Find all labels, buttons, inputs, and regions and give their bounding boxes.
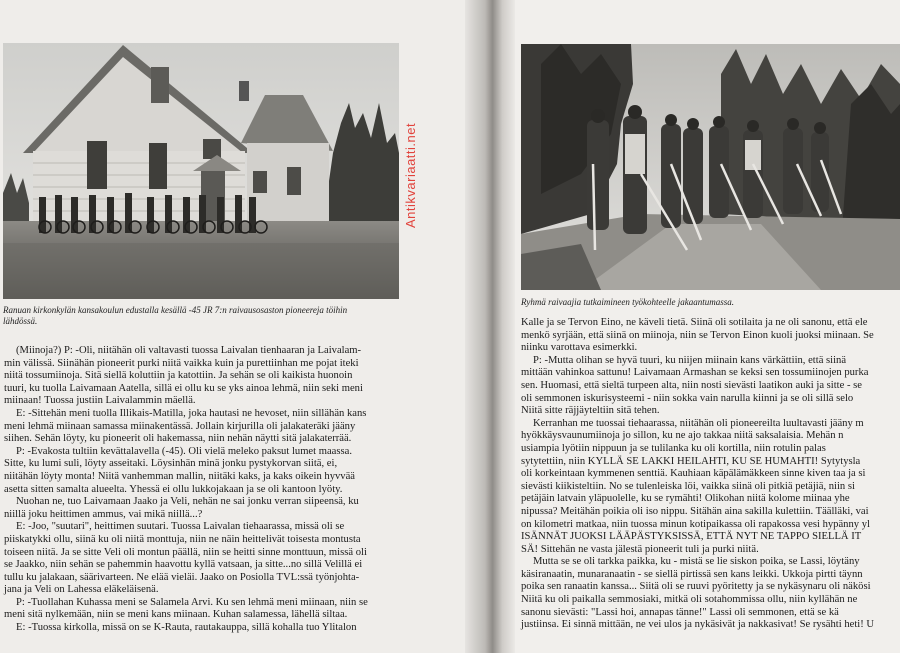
text-line: Nuohan ne, tuo Laivamaan Jaako ja Veli, nehän ne sai jonku verran siipeensä, ku — [16, 496, 359, 508]
caption-line: Ryhmä raivaajia tutkaimineen työkohteelle jakaantumassa. — [521, 297, 735, 307]
text-line: oli semmonen iskurisysteemi - niin sokka vain narulla kiinni ja se oli sillä selo — [521, 392, 854, 404]
text-line: Kalle ja se Tervon Eino, ne käveli tietä. Siinä oli sotilaita ja ne oli sanonu, että ele — [521, 317, 868, 328]
text-line: poika sen ranaatin kanssa... Siitä oli se ruuvi pyöritetty ja se nykäsynaru oli näkösi — [521, 581, 871, 593]
text-line: niillä joku heittimen ammus, vai mikä niillä...? — [4, 508, 203, 520]
text-line: piiskatykki ollu, siinä ku oli niitä monttuja, niin ne näin heittelivät toisesta montusta — [4, 533, 361, 545]
text-line: tullu ku jalakaan, säärivarteen. Ne elää vieläi. Jaako on Posiolla TVL:ssä työnjohta- — [4, 571, 360, 583]
watermark-text: Antikvariaatti.net — [403, 122, 418, 228]
right-page — [515, 0, 900, 653]
text-line: sanonu sievästi: "Lassi hoi, annapas tänne!" Lassi oli semmonen, että se kä — [521, 606, 839, 618]
right-body-text — [521, 317, 874, 632]
text-line: tuuri, ku tuolla Laivamaan Aatella, sillä ei ollu ku se yks ainoa lehmä, niin seki meni — [4, 382, 363, 394]
text-line: usiampia lyötiin nippuun ja se tulilanka ku oli kortilla, niin rotulin palas — [521, 442, 826, 454]
text-line: (Miinoja?) P: -Oli, niitähän oli valtavasti tuossa Laivalan tienhaaran ja Laivalam- — [16, 345, 362, 356]
text-line: P: -Tuollahan Kuhassa meni se Salamela Arvi. Ku sen lehmä meni miinaan, niin se — [16, 596, 368, 608]
text-line: toiseen niitä. Ja se sitte Veli oli montun päällä, niin se heitti sinne monttuun, missä oli — [4, 546, 367, 558]
clearers-photo — [521, 44, 900, 290]
caption-line: lähdössä. — [3, 316, 38, 326]
text-line: asetta sitten samalta alueelta. Yhessä ei ollu lukkojakaan ja se oli kantoon lyöty. — [4, 483, 343, 495]
text-line: niitä tossumiinoja. Sitä siellä koluttiin ja katottiin. Ja sehän se oli kaikista huonoin — [4, 370, 353, 382]
caption-line: Ranuan kirkonkylän kansakoulun edustalla kesällä -45 JR 7:n raivausosaston pioneereja töihin — [3, 305, 348, 315]
text-line: Kerranhan me tuossai tiehaarassa, niitähän oli pioneereilta luultavasti jääny m — [533, 417, 864, 429]
text-line: Mutta se se oli tarkka paikka, ku - mistä se lie siskon poika, se Lassi, löytäny — [533, 556, 860, 568]
text-line: petäjäin latvain yläpuolelle, ku se rymähti! Olikohan niitä kolome miinaa yhe — [521, 493, 850, 505]
text-line: sen. Huomasi, että sieltä turpeen alta, niin nosti sievästi laatikon auki ja sitte - se — [521, 379, 862, 391]
photo-caption — [521, 297, 900, 308]
text-line: sytytettiin, niin KYLLÄ SE LAKKI HEILAHTI, KU SE HUMAHTI! Sytytysla — [521, 455, 861, 467]
text-line: oli korkeintaan kymmenen senttiä. Kauhiaan käpälämäkkeen sinne kiven taa ja si — [521, 468, 866, 480]
text-line: justiinsa. Ei sinnä mittään, ne vei ulos ja nykäsivät ja nakkasivat! Se rysähti heti! U — [521, 619, 875, 631]
text-line: sievästi kiikisteltiin. No se tulenleiska löi, vaikka siinä oli pitkiä petäjiä, niin si — [521, 480, 855, 492]
text-line: Niitä sitte räjjäyteltiin sitä tehen. — [521, 405, 660, 417]
text-line: SÄ! Sittehän ne vasta jälestä pioneerit tuli ja purki niitä. — [521, 543, 759, 555]
text-line: meni lehmä miinaan samassa miinakentässä. Jollain kirjurilla oli jalakateräki jääny — [4, 420, 356, 432]
text-line: E: -Tuossa kirkolla, missä on se K-Rauta, rautakauppa, sillä kohalla tuo Ylitalon — [16, 622, 357, 634]
text-line: E: -Sittehän meni tuolla Illikais-Matilla, joka hautasi ne hevoset, niin sillähän kans — [16, 407, 367, 419]
text-line: Niitä ku oli paikalla semmosiaki, mitkä oli sotahommissa ollu, niin kyllähän ne — [521, 594, 858, 606]
text-line: siihen. Sehän löyty, ku pioneerit oli hakemassa, niin nehän näytti sitä jalakaterrää. — [4, 433, 352, 445]
text-line: ISÄNNÄT JUOKSI LÄÄPÄSTYKSISSÄ, ETTÄ NYT NE TAPPO SIELLÄ IT — [521, 531, 862, 543]
photo-caption — [3, 305, 403, 327]
text-line: Sitte, ku lumi suli, löyty asseitaki. Löysinhän minä jonku pystykorvan siitä, ei, — [4, 458, 338, 470]
left-body-text — [4, 345, 368, 635]
text-line: mittään vahinkoa sattunu! Laivamaan Armashan se keksi sen tossumiinojen purka — [521, 367, 869, 379]
text-line: menkö syrjään, että siinä on miinoja, niin se Tervon Einon kuoli juoksi miinaan. Se — [521, 329, 874, 341]
text-line: miinaan! Tuossa justiin Laivalammin mäellä. — [4, 395, 196, 407]
text-line: jana ja Veli on Lahessa eläkeläisenä. — [4, 584, 159, 596]
book-gutter — [465, 0, 515, 653]
text-line: P: -Mutta olihan se hyvä tuuri, ku niijen miinain kans värkättiin, että siinä — [533, 354, 847, 366]
text-line: niinku varottava esimerkki. — [521, 342, 638, 354]
text-line: nipussa? Meitähän poikia oli iso nippu. Sitähän aina sakilla kulettiin. Täälläki, vai — [521, 505, 869, 517]
text-line: meni sitä nylkemään, niin se meni kans miinaan. Kuhan salamessa, lähellä siltaa. — [4, 609, 348, 621]
text-line: P: -Evakosta tultiin kevättalavella (-45). Oli vielä meleko paksut lumet maassa. — [16, 445, 352, 457]
text-line: min välissä. Siinähän pioneerit purki niitä vaikka kuin ja purettiinhan me pojat iteki — [4, 357, 359, 369]
text-line: on kilometri matkaa, niin tuossa minun kotipaikassa oli rapakossa vesi hypänny yl — [521, 518, 870, 530]
text-line: se Jaakko, niin sehän se pahemmin haavottu kyllä vatsaan, ja sitte...no sillä Velillä ei — [4, 559, 363, 571]
text-line: E: -Joo, "suutari", heittimen suutari. Tuossa Laivalan tiehaarassa, missä oli se — [16, 521, 345, 533]
schoolhouse-photo — [3, 43, 399, 299]
text-line: hyökkäysvaunumiinoja jo sillon, ku ne ajo takkaa niitä saksalaisia. Mehän n — [521, 430, 844, 442]
text-line: käsiranaatin, munaranaatin - se siellä pirtissä sen kans leikki. Ukkoja pirtti täynn — [521, 568, 863, 580]
text-line: niitähän löyty monta! Niitä vanhemman mallin, niitäki kaks, ja kaks oikein hyvvää — [4, 470, 355, 482]
